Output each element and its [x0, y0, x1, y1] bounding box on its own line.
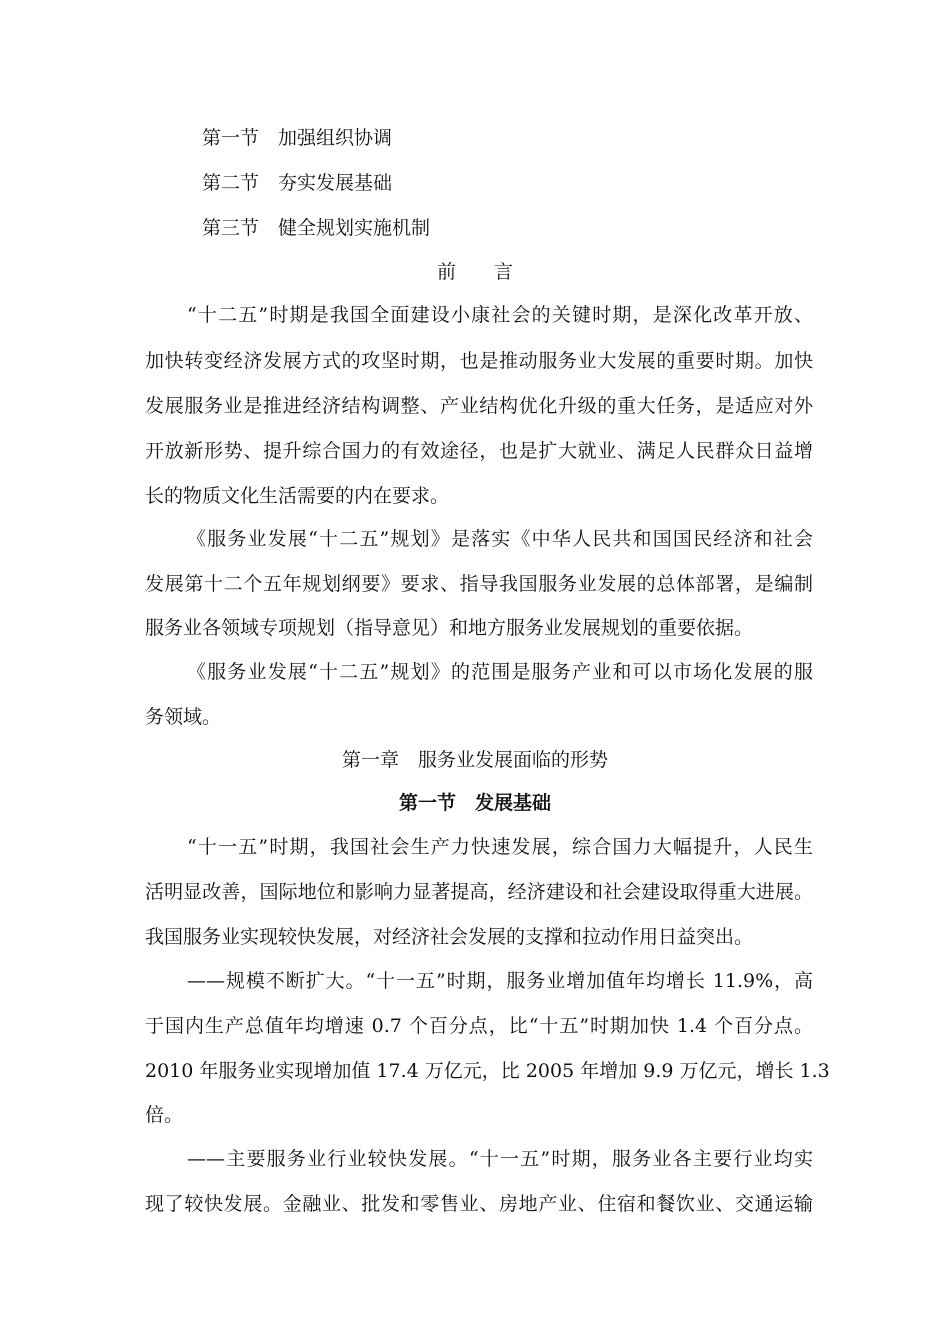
paragraph-line: “十一五”时期，我国社会生产力快速发展，综合国力大幅提升，人民生 — [187, 836, 813, 858]
toc-section-number: 第二节 — [202, 172, 260, 194]
toc-entry — [202, 171, 392, 195]
toc-section-title: 夯实发展基础 — [278, 172, 393, 194]
paragraph-line: 《服务业发展“十二五”规划》是落实《中华人民共和国国民经济和社会 — [187, 528, 813, 550]
paragraph-line: 我国服务业实现较快发展，对经济社会发展的支撑和拉动作用日益突出。 — [145, 926, 754, 948]
paragraph-line: ——规模不断扩大。“十一五”时期，服务业增加值年均增长 11.9%，高 — [187, 970, 813, 992]
preface-heading: 前 言 — [436, 261, 513, 283]
toc-section-title: 加强组织协调 — [278, 127, 393, 149]
paragraph-line: 2010 年服务业实现增加值 17.4 万亿元，比 2005 年增加 9.9 万亿元，增长 1.3 — [145, 1060, 830, 1082]
paragraph-line: 长的物质文化生活需要的内在要求。 — [145, 485, 450, 507]
paragraph-line: 于国内生产总值年均增速 0.7 个百分点，比“十五”时期加快 1.4 个百分点。 — [145, 1015, 813, 1037]
section-heading: 第一节 发展基础 — [398, 792, 551, 814]
paragraph-line: “十二五”时期是我国全面建设小康社会的关键时期，是深化改革开放、 — [187, 304, 813, 326]
paragraph-line: 加快转变经济发展方式的攻坚时期，也是推动服务业大发展的重要时期。加快 — [145, 350, 813, 372]
toc-section-number: 第三节 — [202, 217, 260, 239]
paragraph-line: 发展第十二个五年规划纲要》要求、指导我国服务业发展的总体部署，是编制 — [145, 573, 813, 595]
toc-entry — [202, 216, 430, 240]
chapter-heading: 第一章 服务业发展面临的形势 — [341, 749, 608, 771]
paragraph-line: 活明显改善，国际地位和影响力显著提高，经济建设和社会建设取得重大进展。 — [145, 881, 813, 903]
paragraph-line: 发展服务业是推进经济结构调整、产业结构优化升级的重大任务，是适应对外 — [145, 395, 813, 417]
toc-section-title: 健全规划实施机制 — [278, 217, 431, 239]
paragraph-line: 现了较快发展。金融业、批发和零售业、房地产业、住宿和餐饮业、交通运输 — [145, 1193, 813, 1215]
paragraph-line: 务领域。 — [145, 706, 222, 728]
paragraph-line: ——主要服务业行业较快发展。“十一五”时期，服务业各主要行业均实 — [187, 1148, 813, 1170]
paragraph-line: 《服务业发展“十二五”规划》的范围是服务产业和可以市场化发展的服 — [187, 661, 813, 683]
paragraph-line: 倍。 — [145, 1104, 184, 1126]
toc-entry — [202, 126, 392, 150]
paragraph-line: 开放新形势、提升综合国力的有效途径，也是扩大就业、满足人民群众日益增 — [145, 440, 813, 462]
toc-section-number: 第一节 — [202, 127, 260, 149]
paragraph-line: 服务业各领域专项规划（指导意见）和地方服务业发展规划的重要依据。 — [145, 617, 754, 639]
